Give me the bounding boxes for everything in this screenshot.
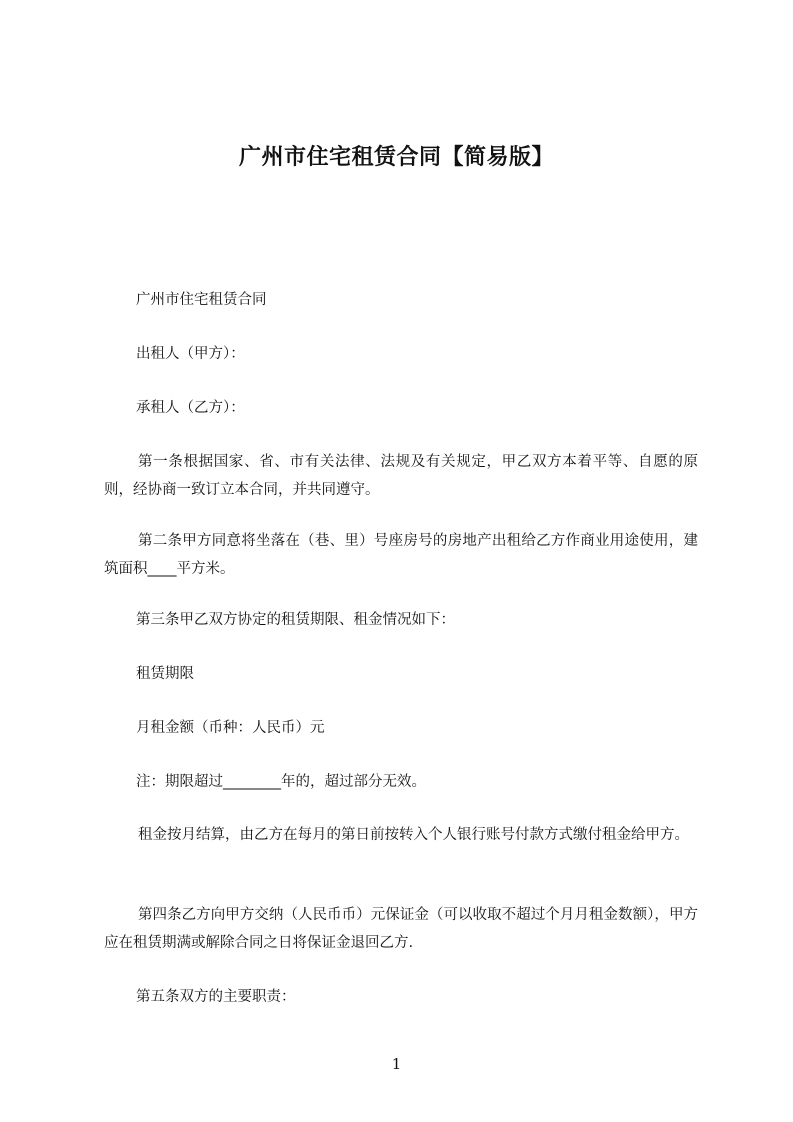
- rent-payment-clause: 租金按月结算，由乙方在每月的第日前按转入个人银行账号付款方式缴付租金给甲方。: [138, 827, 689, 843]
- article-1: 第一条根据国家、省、市有关法律、法规及有关规定，甲乙双方本着平等、自愿的原则，经协商一致订立本合同，并共同遵守。: [104, 454, 698, 498]
- document-title: 广州市住宅租赁合同【简易版】: [238, 145, 554, 170]
- article-3: 第三条甲乙双方协定的租赁期限、租金情况如下：: [136, 612, 455, 628]
- term-note: 注：期限超过________年的，超过部分无效。: [136, 774, 426, 790]
- lease-term-line: 租赁期限: [136, 666, 194, 682]
- lessee-line: 承租人（乙方）：: [136, 400, 245, 416]
- contract-name: 广州市住宅租赁合同: [136, 292, 267, 308]
- monthly-rent-line: 月租金额（币种：人民币）元: [136, 720, 325, 736]
- lessor-line: 出租人（甲方）：: [136, 346, 245, 362]
- page-number: 1: [391, 1055, 402, 1073]
- article-2: 第二条甲方同意将坐落在（巷、里）号座房号的房地产出租给乙方作商业用途使用，建筑面积____平方米。: [104, 533, 698, 577]
- article-4: 第四条乙方向甲方交纳（人民币币）元保证金（可以收取不超过个月月租金数额），甲方应在租赁期满或解除合同之日将保证金退回乙方.: [104, 907, 698, 951]
- article-5: 第五条双方的主要职责：: [136, 989, 296, 1005]
